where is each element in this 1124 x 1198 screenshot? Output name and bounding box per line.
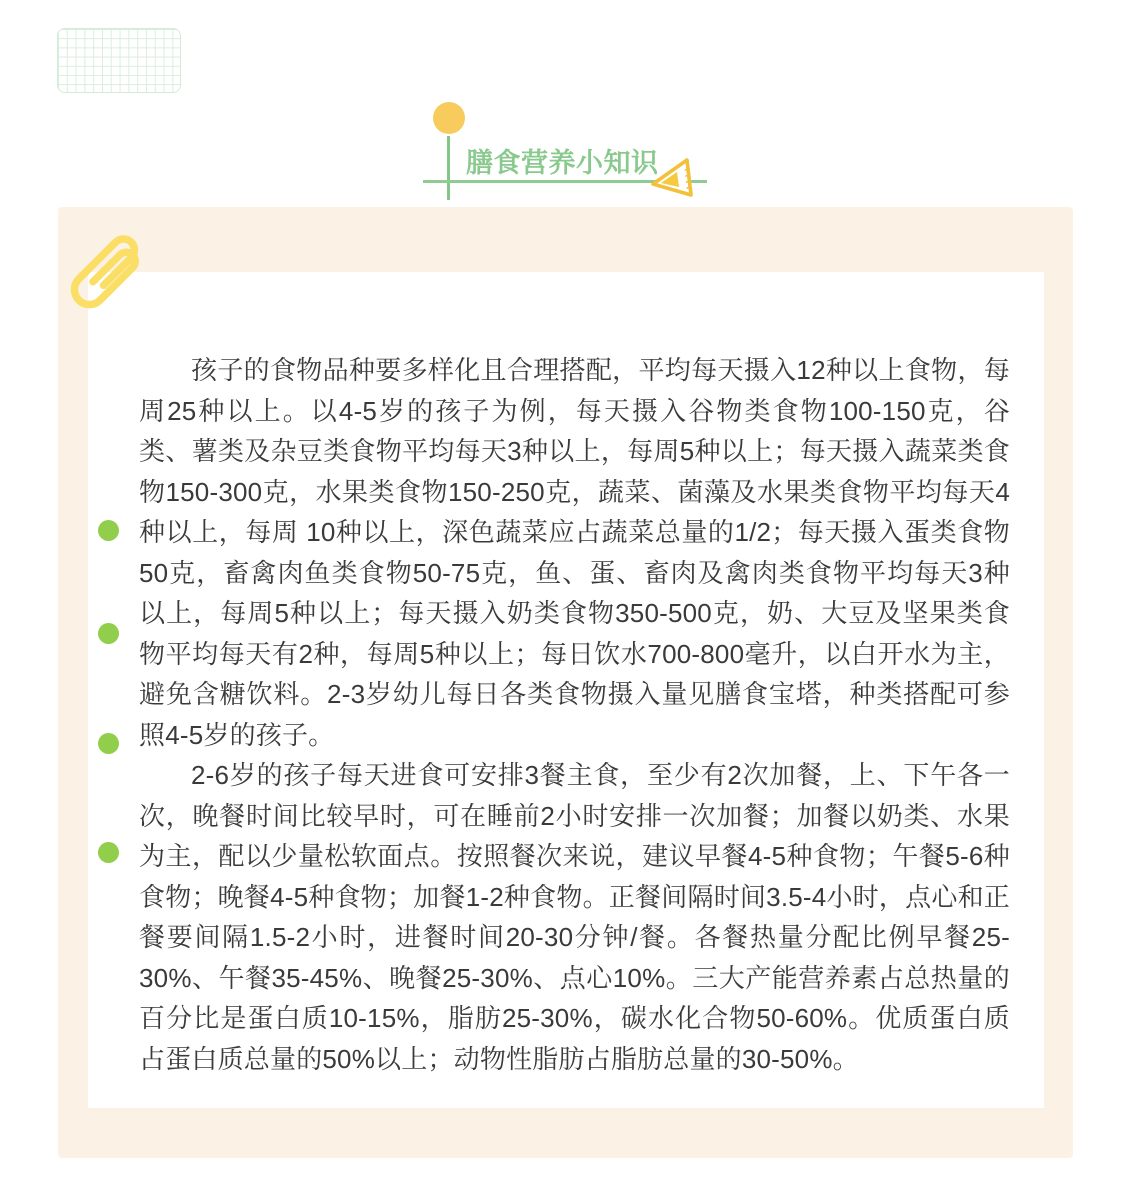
content-card [88, 272, 1044, 1108]
article-paragraph: 孩子的食物品种要多样化且合理搭配，平均每天摄入12种以上食物，每周25种以上。以4-5岁的孩子为例，每天摄入谷物类食物100-150克，谷类、薯类及杂豆类食物平均每天3种以上，每周5种以上；每天摄入蔬菜类食物150-300克，水果类食物150-250克，蔬菜、菌藻及水果类食物平均每天4种以上，每周 10种以上，深色蔬菜应占蔬菜总量的1/2；每天摄入蛋类食物50克，畜禽肉鱼类食物50-75克，鱼、蛋、畜肉及禽肉类食物平均每天3种以上，每周5种以上；每天摄入奶类食物350-500克，奶、大豆及坚果类食物平均每天有2种，每周5种以上；每日饮水700-800毫升，以白开水为主，避免含糖饮料。2-3岁幼儿每日各类食物摄入量见膳食宝塔，种类搭配可参照4-5岁的孩子。 [139, 355, 1010, 750]
bullet-dot [98, 520, 119, 541]
title-divider-vertical [447, 136, 450, 200]
page-title: 膳食营养小知识 [466, 148, 659, 178]
bullet-dot [98, 842, 119, 863]
title-accent-circle [433, 102, 465, 134]
bullet-dot [98, 733, 119, 754]
grid-pattern-decoration [57, 28, 181, 93]
triangle-ruler-icon [650, 157, 694, 199]
article-paragraph: 2-6岁的孩子每天进食可安排3餐主食，至少有2次加餐，上、下午各一次，晚餐时间比较早时，可在睡前2小时安排一次加餐；加餐以奶类、水果为主，配以少量松软面点。按照餐次来说，建议早餐4-5种食物；午餐5-6种食物；晚餐4-5种食物；加餐1-2种食物。正餐间隔时间3.5-4小时，点心和正餐要间隔1.5-2小时，进餐时间20-30分钟/餐。各餐热量分配比例早餐25-30%、午餐35-45%、晚餐25-30%、点心10%。三大产能营养素占总热量的百分比是蛋白质10-15%，脂肪25-30%，碳水化合物50-60%。优质蛋白质占蛋白质总量的50%以上；动物性脂肪占脂肪总量的30-50%。 [139, 760, 1010, 1074]
bullet-dot [98, 623, 119, 644]
